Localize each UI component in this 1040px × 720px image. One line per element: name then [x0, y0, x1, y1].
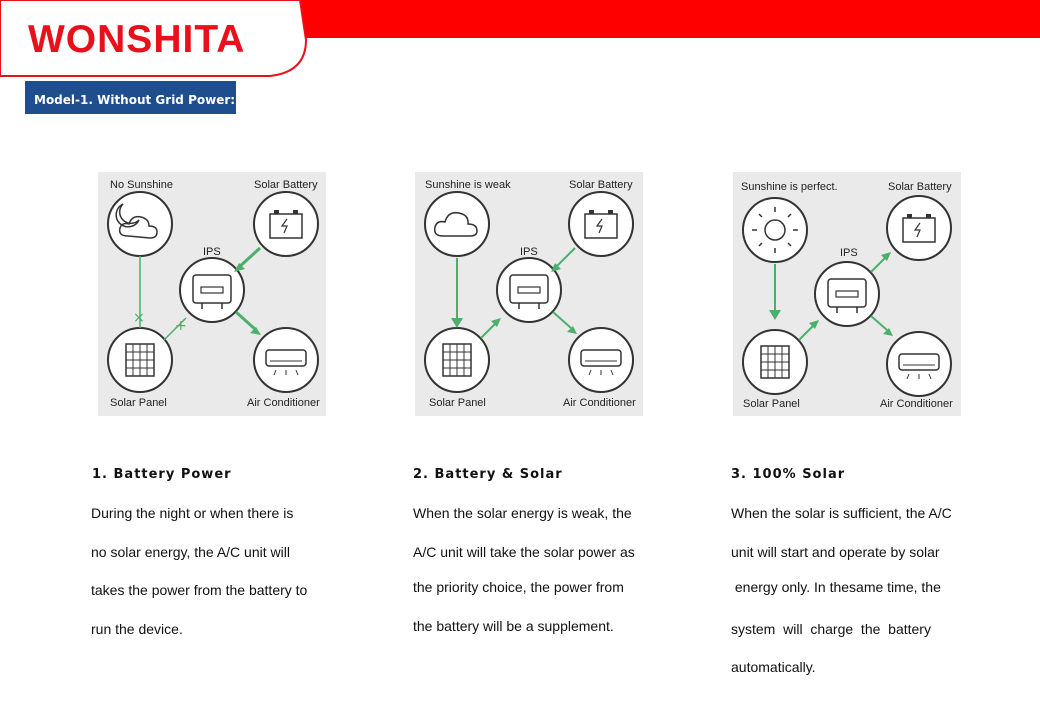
ac-label: Air Conditioner: [247, 397, 320, 409]
solar-panel-icon: [743, 330, 807, 394]
ips-to-ac-arrow: [553, 312, 571, 328]
description-line: During the night or when there is: [91, 505, 294, 521]
description-line: the priority choice, the power from: [413, 579, 624, 595]
battery-icon: [887, 196, 951, 260]
air-conditioner-icon: [887, 332, 951, 396]
description-line: system will charge the battery: [731, 621, 931, 637]
description-line: no solar energy, the A/C unit will: [91, 544, 290, 560]
solar-to-ips-arrow: [799, 326, 813, 340]
column-title-100-solar: 3. 100% Solar: [731, 467, 846, 482]
source-label: Sunshine is weak: [425, 179, 511, 191]
solar-panel-label: Solar Panel: [743, 398, 800, 410]
sun-icon: [743, 198, 807, 262]
ips-to-ac-arrow: [871, 316, 887, 330]
ips-to-battery-arrow: [871, 258, 885, 272]
diagram-100-solar: [733, 172, 961, 416]
battery-label: Solar Battery: [888, 181, 952, 193]
battery-label: Solar Battery: [254, 179, 318, 191]
battery-to-ips-arrow: [238, 248, 260, 268]
column-title-battery-solar: 2. Battery & Solar: [413, 467, 563, 482]
solar-panel-label: Solar Panel: [110, 397, 167, 409]
ips-label: IPS: [840, 247, 858, 259]
ips-inverter-icon: [180, 258, 244, 322]
diagram-battery-power: [98, 172, 326, 416]
description-line: A/C unit will take the solar power as: [413, 544, 635, 560]
battery-to-ips-arrow: [555, 248, 575, 268]
description-line: automatically.: [731, 659, 816, 675]
ac-label: Air Conditioner: [563, 397, 636, 409]
ips-inverter-icon: [815, 262, 879, 326]
description-line: run the device.: [91, 621, 183, 637]
solar-panel-label: Solar Panel: [429, 397, 486, 409]
battery-label: Solar Battery: [569, 179, 633, 191]
ips-to-ac-arrow: [236, 312, 256, 330]
blocked-x-icon: ×: [133, 310, 145, 326]
solar-panel-icon: [108, 328, 172, 392]
ac-label: Air Conditioner: [880, 398, 953, 410]
battery-icon: [569, 192, 633, 256]
description-line: unit will start and operate by solar: [731, 544, 940, 560]
brand-logo: WONSHITA: [28, 18, 246, 61]
ips-inverter-icon: [497, 258, 561, 322]
ips-label: IPS: [203, 246, 221, 258]
description-line: takes the power from the battery to: [91, 582, 308, 598]
diagram-graphic: [733, 172, 961, 416]
ips-label: IPS: [520, 246, 538, 258]
solar-to-ips-arrow: [481, 324, 495, 338]
description-line: When the solar is sufficient, the A/C: [731, 505, 952, 521]
description-line: energy only. In thesame time, the: [731, 579, 941, 595]
battery-icon: [254, 192, 318, 256]
column-title-battery-power: 1. Battery Power: [92, 467, 232, 482]
diagram-graphic: [98, 172, 326, 416]
section-title: Model-1. Without Grid Power:: [25, 81, 236, 114]
moon-cloud-icon: [108, 192, 172, 256]
description-line: the battery will be a supplement.: [413, 618, 614, 634]
solar-panel-icon: [425, 328, 489, 392]
air-conditioner-icon: [569, 328, 633, 392]
blocked-x-icon: +: [175, 318, 187, 334]
description-line: When the solar energy is weak, the: [413, 505, 632, 521]
diagram-graphic: [415, 172, 643, 416]
source-label: Sunshine is perfect.: [741, 181, 838, 193]
cloud-icon: [425, 192, 489, 256]
diagram-battery-solar: [415, 172, 643, 416]
air-conditioner-icon: [254, 328, 318, 392]
source-label: No Sunshine: [110, 179, 173, 191]
